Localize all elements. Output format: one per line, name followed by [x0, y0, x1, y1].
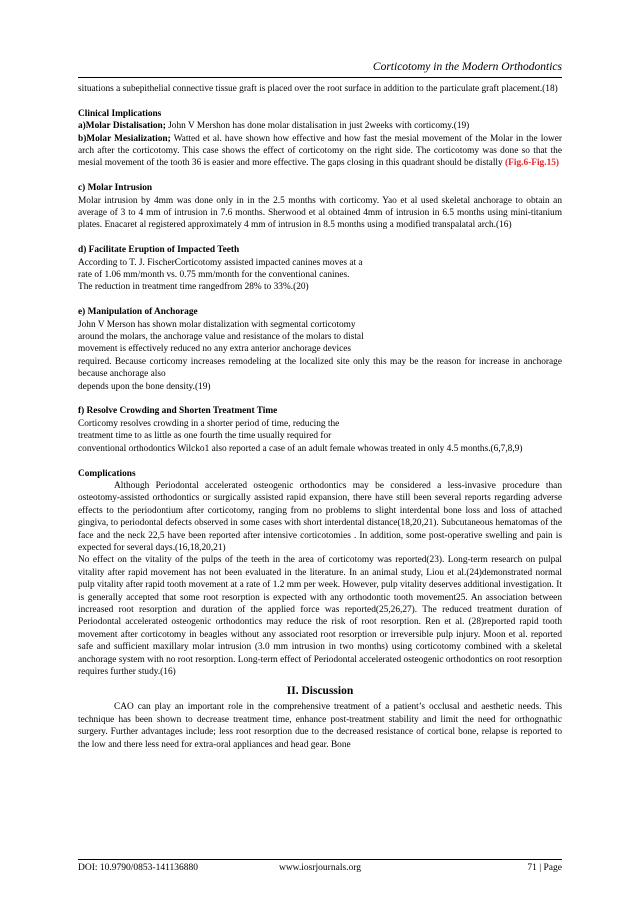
crowding-lines — [78, 418, 562, 443]
molar-distalisation-label: a)Molar Distalisation; — [78, 121, 166, 132]
impacted-teeth-line: The reduction in treatment time rangedfrom 28% to 33%.(20) — [78, 282, 309, 293]
complications-paragraph-1: Although Periodontal accelerated osteogenic orthodontics may be considered a less-invasive procedure than osteotomy-assisted orthodontics or surgically assisted rapid expansion, there have still been several reports regarding adverse effects to the periodontium after corticotomy, ranging from no problems to slight interdental bone loss and loss of attached gingiva, to periodontal defects observed in some cases with short interdental distance(18,20,21). Subcutaneous hematomas of the face and the neck 22,5 have been reported after intensive corticotomies . In addition, some post-operative swelling and pain is expected for several days.(16,18,20,21) — [78, 480, 562, 553]
crowding-line: Corticomy resolves crowding in a shorter period of time, reducing the — [78, 418, 340, 429]
impacted-teeth-heading: d) Facilitate Eruption of Impacted Teeth — [78, 245, 240, 256]
footer-doi: DOI: 10.9790/0853-141136880 — [78, 863, 198, 873]
discussion-heading: II. Discussion — [286, 685, 354, 698]
molar-mesialization-text: Watted et al. have shown how effective and how fast the mesial movement of the Molar in the lower arch after the corticotomy. This case shows the effect of corticotomy on the right side. The corticotomy was done so that the mesial movement of the tooth 36 is easier and more effective. The gaps closing in this quadrant should be distally — [78, 133, 563, 169]
impacted-teeth-paragraph — [78, 257, 562, 294]
header-rule — [78, 77, 562, 78]
molar-distalisation-paragraph — [78, 120, 562, 132]
complications-paragraph-2: No effect on the vitality of the pulps of the teeth in the area of corticotomy was reported(23). Long-term research on pulpal vitality after rapid movement has not been evaluated in the literature. In an animal study, Liou et al.(24)demonstrated normal pulp vitality after rapid tooth movement at a rate of 1.2 mm per week. However, pulp vitality deserves additional investigation. It is generally accepted that some root resorption is expected with any orthodontic tooth movement25. An association between increased root resorption and duration of the applied force was reported(25,26,27). The reduced treatment duration of Periodontal accelerated osteogenic orthodontics may reduce the risk of root resorption. Ren et al. (28)reported rapid tooth movement after corticotomy in beagles without any associated root resorption or irreversible pulp injury. Moon et al. reported safe and sufficient maxillary molar intrusion (3.0 mm intrusion in two months) using corticotomy combined with a skeletal anchorage system with no root resorption. Long-term effect of Periodontal accelerated osteogenic orthodontics on root resorption requires further study.(16) — [78, 555, 562, 677]
discussion-paragraph: CAO can play an important role in the comprehensive treatment of a patient’s occlusal and aesthetic needs. This technique has been shown to decrease treatment time, enhance post-treatment stability and limit the need for orthognathic surgery. Further advantages include; less root resorption due to the decreased resistance of cortical bone, relapse is reported to the low and there less need for extra-oral appliances and head gear. Bone — [78, 702, 562, 750]
clinical-implications-heading: Clinical Implications — [78, 108, 162, 119]
footer-website-link[interactable]: www.iosrjournals.org — [278, 863, 362, 873]
crowding-line: treatment time to as little as one fourth the time usually required for — [78, 431, 332, 442]
anchorage-heading: e) Manipulation of Anchorage — [78, 307, 198, 318]
complications-heading: Complications — [78, 468, 136, 479]
figure-reference-link[interactable]: (Fig.6-Fig.15) — [505, 158, 560, 169]
anchorage-line: around the molars, the anchorage value and resistance of the molars to distal — [78, 332, 364, 343]
footer-rule — [78, 859, 562, 860]
molar-intrusion-paragraph: Molar intrusion by 4mm was done only in in the 2.5 months with corticomy. Yao et al used skeletal anchorage to obtain an average of 3 to 4 mm of intrusion in 7.6 months. Sherwood et al obtained 4mm of intrusion in 6.5 months using mini-titanium plates. Enacaret al registered approximately 4 mm of intrusion in 8.5 months using a modified transpalatal arch.(16) — [78, 195, 562, 231]
running-title: Corticotomy in the Modern Orthodontics — [372, 61, 562, 73]
anchorage-last-line: depends upon the bone density.(19) — [78, 381, 211, 392]
molar-mesialization-label: b)Molar Mesialization; — [78, 133, 171, 144]
molar-intrusion-heading: c) Molar Intrusion — [78, 183, 153, 194]
intro-paragraph: situations a subepithelial connective tissue graft is placed over the root surface in addition to the particulate graft placement.(18) — [78, 84, 558, 94]
impacted-teeth-line: According to T. J. FischerCorticotomy assisted impacted canines moves at a — [78, 257, 363, 268]
crowding-heading: f) Resolve Crowding and Shorten Treatment Time — [78, 406, 278, 417]
footer-page-number: 71 | Page — [527, 863, 562, 873]
anchorage-paragraph: required. Because corticomy increases remodeling at the localized site only this may be the reason for increase in anchorage because anchorage also — [78, 356, 562, 380]
molar-mesialization-paragraph — [78, 133, 562, 170]
anchorage-lines — [78, 319, 562, 356]
crowding-paragraph: conventional orthodontics Wilcko1 also reported a case of an adult female whowas treated in only 4.5 months.(6,7,8,9) — [78, 443, 523, 454]
anchorage-line: John V Merson has shown molar distalization with segmental corticotomy — [78, 319, 356, 330]
molar-distalisation-text: John V Mershon has done molar distalisation in just 2weeks with corticomy.(19) — [165, 121, 470, 132]
impacted-teeth-line: rate of 1.06 mm/month vs. 0.75 mm/month for the conventional canines. — [78, 270, 350, 281]
anchorage-line: movement is effectively reduced no any extra anterior anchorage devices — [78, 344, 352, 355]
article-body — [78, 83, 562, 751]
